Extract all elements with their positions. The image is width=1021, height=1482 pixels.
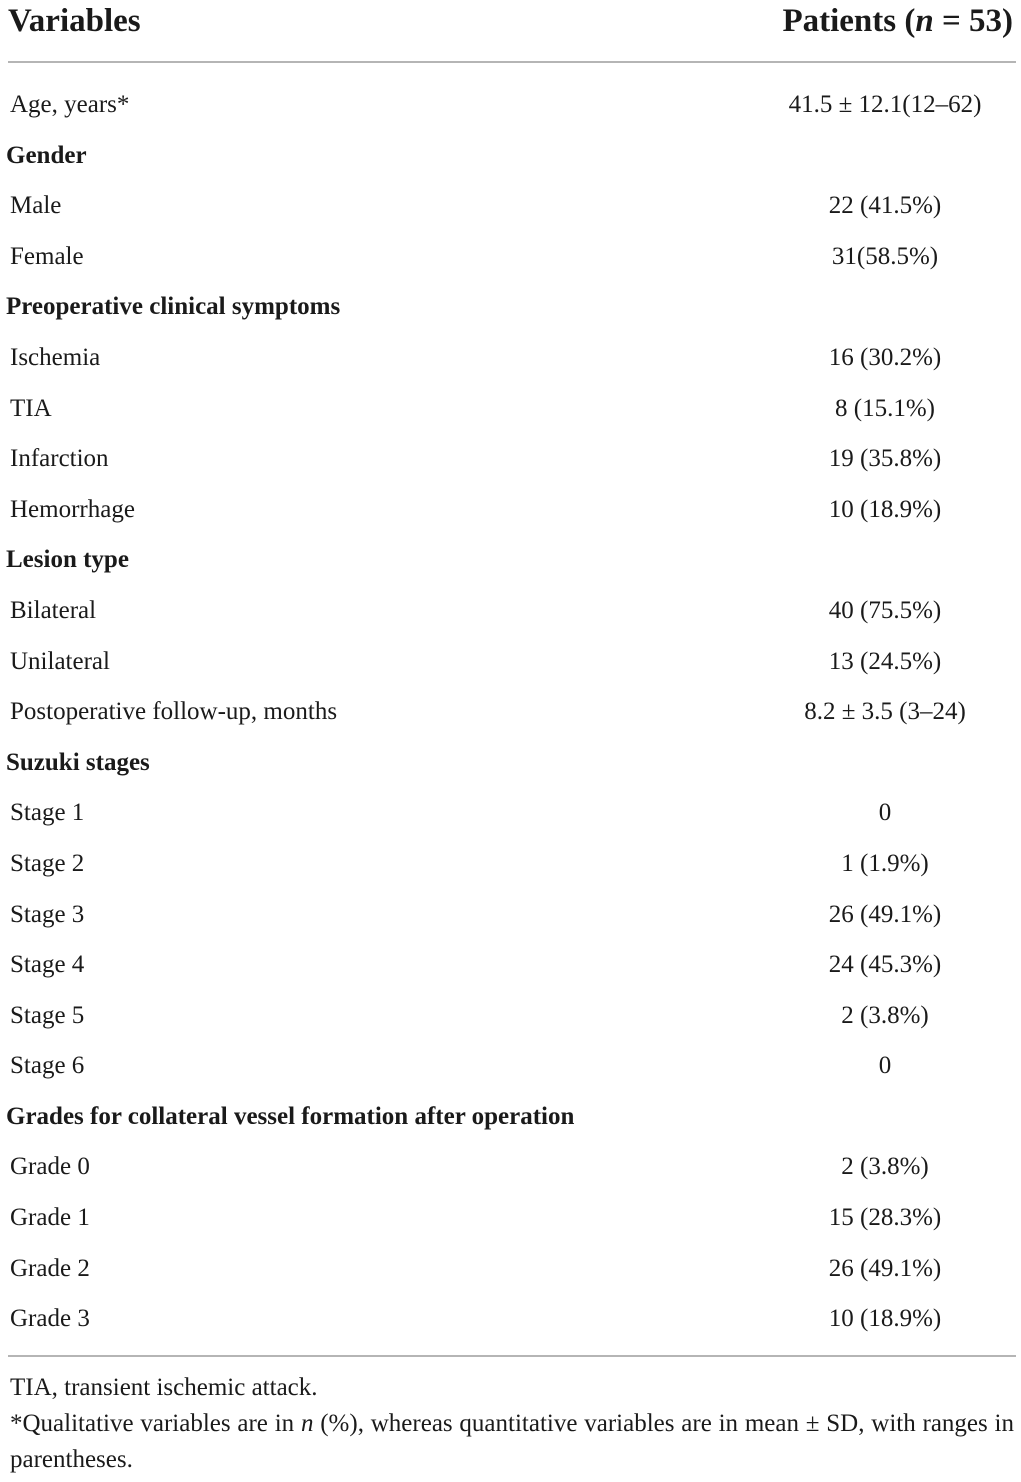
row-label: Grade 3: [10, 1305, 90, 1333]
table-row: [0, 687, 1021, 738]
row-label: TIA: [10, 394, 52, 422]
row-label: Stage 4: [10, 951, 85, 979]
table-footnotes: [10, 1370, 1014, 1478]
row-label: Female: [10, 242, 84, 270]
row-value: 26 (49.1%): [828, 900, 942, 928]
row-value: 10 (18.9%): [828, 1305, 942, 1333]
table-row: [0, 586, 1021, 637]
footnote-qualitative-part2: (%), whereas quantitative variables are in mean ± SD, with ranges in parentheses.: [10, 1410, 1014, 1473]
footnote-qualitative-part1: *Qualitative variables are in: [10, 1410, 301, 1437]
table-row: [0, 1142, 1021, 1193]
row-value: 41.5 ± 12.1(12–62): [788, 91, 982, 118]
group-label: Grades for collateral vessel formation after operation: [6, 1102, 575, 1130]
row-label: Stage 5: [10, 1001, 85, 1029]
row-label: Unilateral: [10, 647, 110, 675]
row-label: Grade 1: [10, 1204, 90, 1232]
row-label: Infarction: [10, 445, 109, 473]
row-value: 8.2 ± 3.5 (3–24): [804, 698, 966, 726]
footer-divider: [8, 1355, 1016, 1357]
table-header: [0, 0, 1021, 62]
group-header-row: [0, 535, 1021, 586]
table-row: [0, 1193, 1021, 1244]
row-value: 19 (35.8%): [828, 445, 942, 473]
row-label: Stage 2: [10, 849, 85, 877]
row-value: 15 (28.3%): [828, 1204, 942, 1232]
group-label: Suzuki stages: [6, 748, 150, 776]
table-row: [0, 333, 1021, 384]
column-header-patients: [782, 0, 1013, 42]
table-row: [0, 991, 1021, 1042]
group-header-row: [0, 282, 1021, 333]
table-row: [0, 940, 1021, 991]
row-value: 26 (49.1%): [828, 1254, 942, 1282]
header-divider: [8, 61, 1016, 63]
row-value: 31(58.5%): [831, 242, 939, 270]
row-label: Hemorrhage: [10, 495, 135, 523]
row-value: 22 (41.5%): [828, 192, 942, 220]
table-row: [0, 232, 1021, 283]
row-label: Grade 0: [10, 1153, 90, 1181]
row-label: Stage 3: [10, 900, 85, 928]
row-label: Stage 6: [10, 1052, 85, 1080]
patients-prefix: Patients (: [782, 3, 916, 39]
table-row: [0, 1244, 1021, 1295]
row-label: Stage 1: [10, 799, 85, 827]
table-body: [0, 80, 1021, 1345]
row-value: 8 (15.1%): [835, 394, 935, 422]
group-label: Lesion type: [6, 546, 129, 574]
row-label: Ischemia: [10, 343, 101, 371]
row-value: 1 (1.9%): [841, 849, 929, 877]
group-header-row: [0, 738, 1021, 789]
row-value: 0: [878, 1052, 892, 1080]
group-label: Preoperative clinical symptoms: [6, 293, 341, 321]
row-value: 10 (18.9%): [828, 495, 942, 523]
row-value: 24 (45.3%): [828, 951, 942, 979]
group-header-row: [0, 131, 1021, 182]
table-row: [0, 839, 1021, 890]
footnote-n: n: [300, 1410, 314, 1437]
patients-n: n: [915, 3, 934, 39]
table-row: [0, 1041, 1021, 1092]
footnote-qualitative: [10, 1406, 1014, 1478]
row-label: Age, years*: [10, 91, 130, 118]
table-row: [0, 434, 1021, 485]
row-value: 13 (24.5%): [828, 647, 942, 675]
table-row: [0, 890, 1021, 941]
row-value: 40 (75.5%): [828, 596, 942, 624]
row-label: Grade 2: [10, 1254, 90, 1282]
column-header-variables: Variables: [8, 3, 141, 39]
row-label: Postoperative follow-up, months: [10, 698, 338, 726]
row-value: 2 (3.8%): [841, 1001, 929, 1029]
table-row: [0, 788, 1021, 839]
table-row: [0, 1294, 1021, 1345]
group-label: Gender: [6, 141, 87, 169]
footnote-abbreviation: TIA, transient ischemic attack.: [10, 1374, 318, 1401]
row-label: Bilateral: [10, 596, 97, 624]
table-row: [0, 485, 1021, 536]
group-header-row: [0, 1092, 1021, 1143]
row-value: 0: [878, 799, 892, 827]
patients-suffix: = 53): [933, 3, 1013, 39]
table-row: [0, 384, 1021, 435]
table-row: [0, 181, 1021, 232]
table-row: [0, 80, 1021, 131]
row-value: 2 (3.8%): [841, 1153, 929, 1181]
row-label: Male: [10, 192, 62, 220]
table-row: [0, 637, 1021, 688]
row-value: 16 (30.2%): [828, 343, 942, 371]
